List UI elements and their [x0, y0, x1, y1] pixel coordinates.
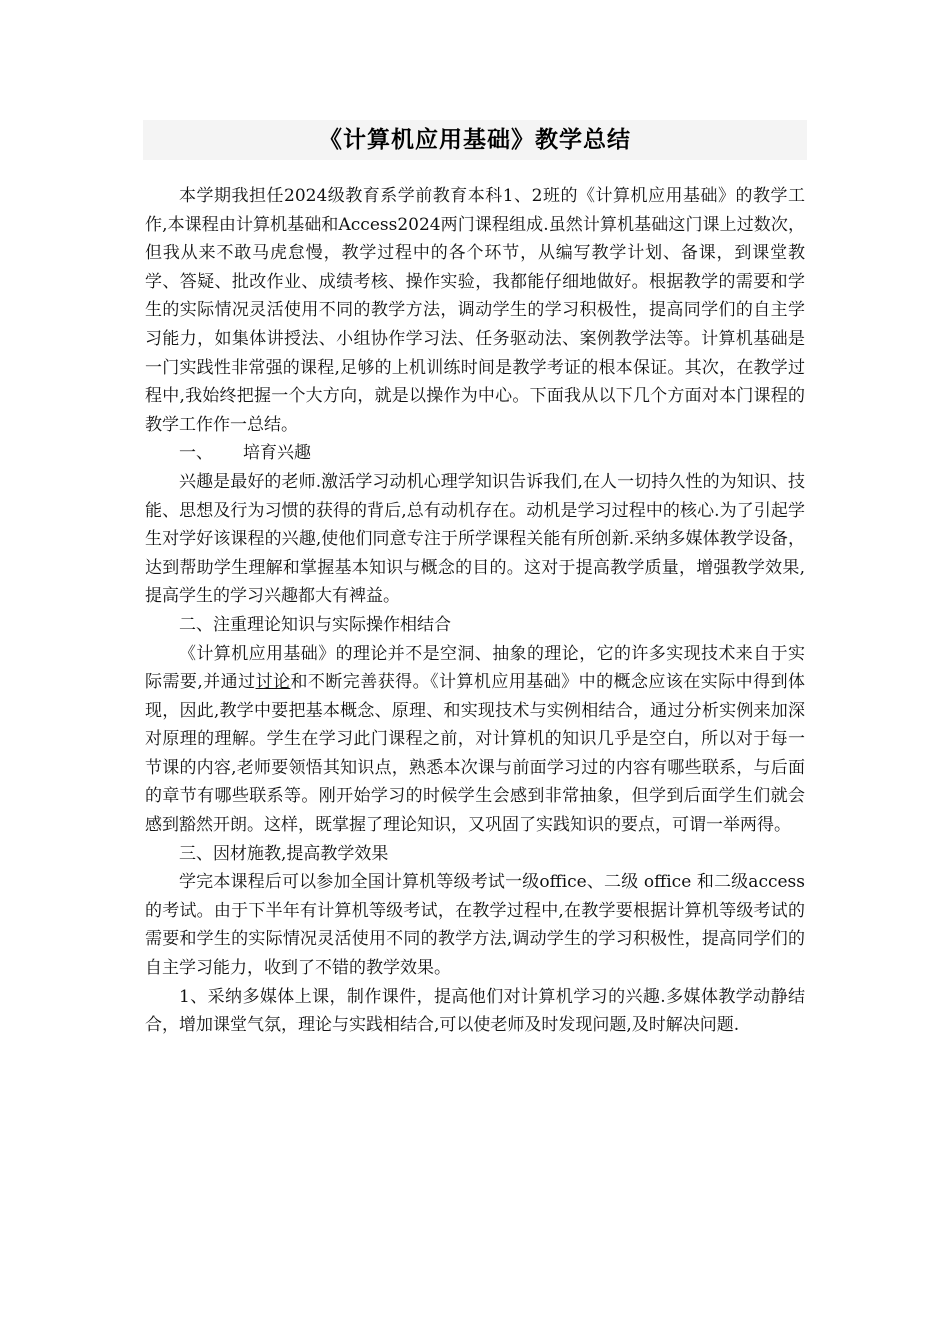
section-1-paragraph: 兴趣是最好的老师.激活学习动机心理学知识告诉我们,在人一切持久性的为知识、技能、思想及行为习惯的获得的背后,总有动机存在。动机是学习过程中的核心.为了引起学生对学好该课程的兴趣,使他们同意专注于所学课程关能有所创新.采纳多媒体教学设备，达到帮助学生理解和掌握基本知识与概念的目的。这对于提高教学质量，增强教学效果,提高学生的学习兴趣都大有裨益。 [145, 471, 805, 607]
section-3-heading: 三、因材施教,提高教学效果 [179, 843, 389, 864]
section-2-text-part1: 《计算机应用基础》的理论并不是空洞、抽象的理论，它的许多实现技术来自于实际需要,并通过 [145, 643, 805, 693]
section-2-heading: 二、注重理论知识与实际操作相结合 [179, 614, 451, 635]
section-2-paragraph [145, 640, 805, 840]
document-body [145, 182, 805, 1040]
intro-paragraph: 本学期我担任2024级教育系学前教育本科1、2班的《计算机应用基础》的教学工作,本课程由计算机基础和Access2024两门课程组成.虽然计算机基础这门课上过数次，但我从来不敢马虎怠慢，教学过程中的各个环节，从编写教学计划、备课，到课堂教学、答疑、批改作业、成绩考核、操作实验，我都能仔细地做好。根据教学的需要和学生的实际情况灵活使用不同的教学方法，调动学生的学习积极性，提高同学们的自主学习能力，如集体讲授法、小组协作学习法、任务驱动法、案例教学法等。计算机基础是一门实践性非常强的课程,足够的上机训练时间是教学考证的根本保证。其次，在教学过程中,我始终把握一个大方向，就是以操作为中心。下面我从以下几个方面对本门课程的教学工作作一总结。 [145, 186, 805, 435]
section-2-underlined-term: 讨论 [255, 672, 291, 693]
document-title: 《计算机应用基础》教学总结 [319, 127, 631, 153]
section-3-item-1: 1、采纳多媒体上课，制作课件，提高他们对计算机学习的兴趣.多媒体教学动静结合，增加课堂气氛，理论与实践相结合,可以使老师及时发现问题,及时解决问题. [145, 986, 805, 1036]
section-1-title: 培育兴趣 [243, 443, 311, 464]
section-1-heading [145, 439, 805, 468]
section-3-paragraph: 学完本课程后可以参加全国计算机等级考试一级office、二级 office 和二级access的考试。由于下半年有计算机等级考试，在教学过程中,在教学要根据计算机等级考试的需要和学生的实际情况灵活使用不同的教学方法,调动学生的学习积极性，提高同学们的自主学习能力，收到了不错的教学效果。 [145, 872, 805, 979]
section-1-number: 一、 [179, 443, 213, 464]
section-2-text-part2: 和不断完善获得。《计算机应用基础》中的概念应该在实际中得到体现，因此,教学中要把基本概念、原理、和实现技术与实例相结合，通过分析实例来加深对原理的理解。学生在学习此门课程之前，对计算机的知识几乎是空白，所以对于每一节课的内容,老师要领悟其知识点，熟悉本次课与前面学习过的内容有哪些联系，与后面的章节有哪些联系等。刚开始学习的时候学生会感到非常抽象，但学到后面学生们就会感到豁然开朗。这样，既掌握了理论知识，又巩固了实践知识的要点，可谓一举两得。 [145, 672, 806, 836]
